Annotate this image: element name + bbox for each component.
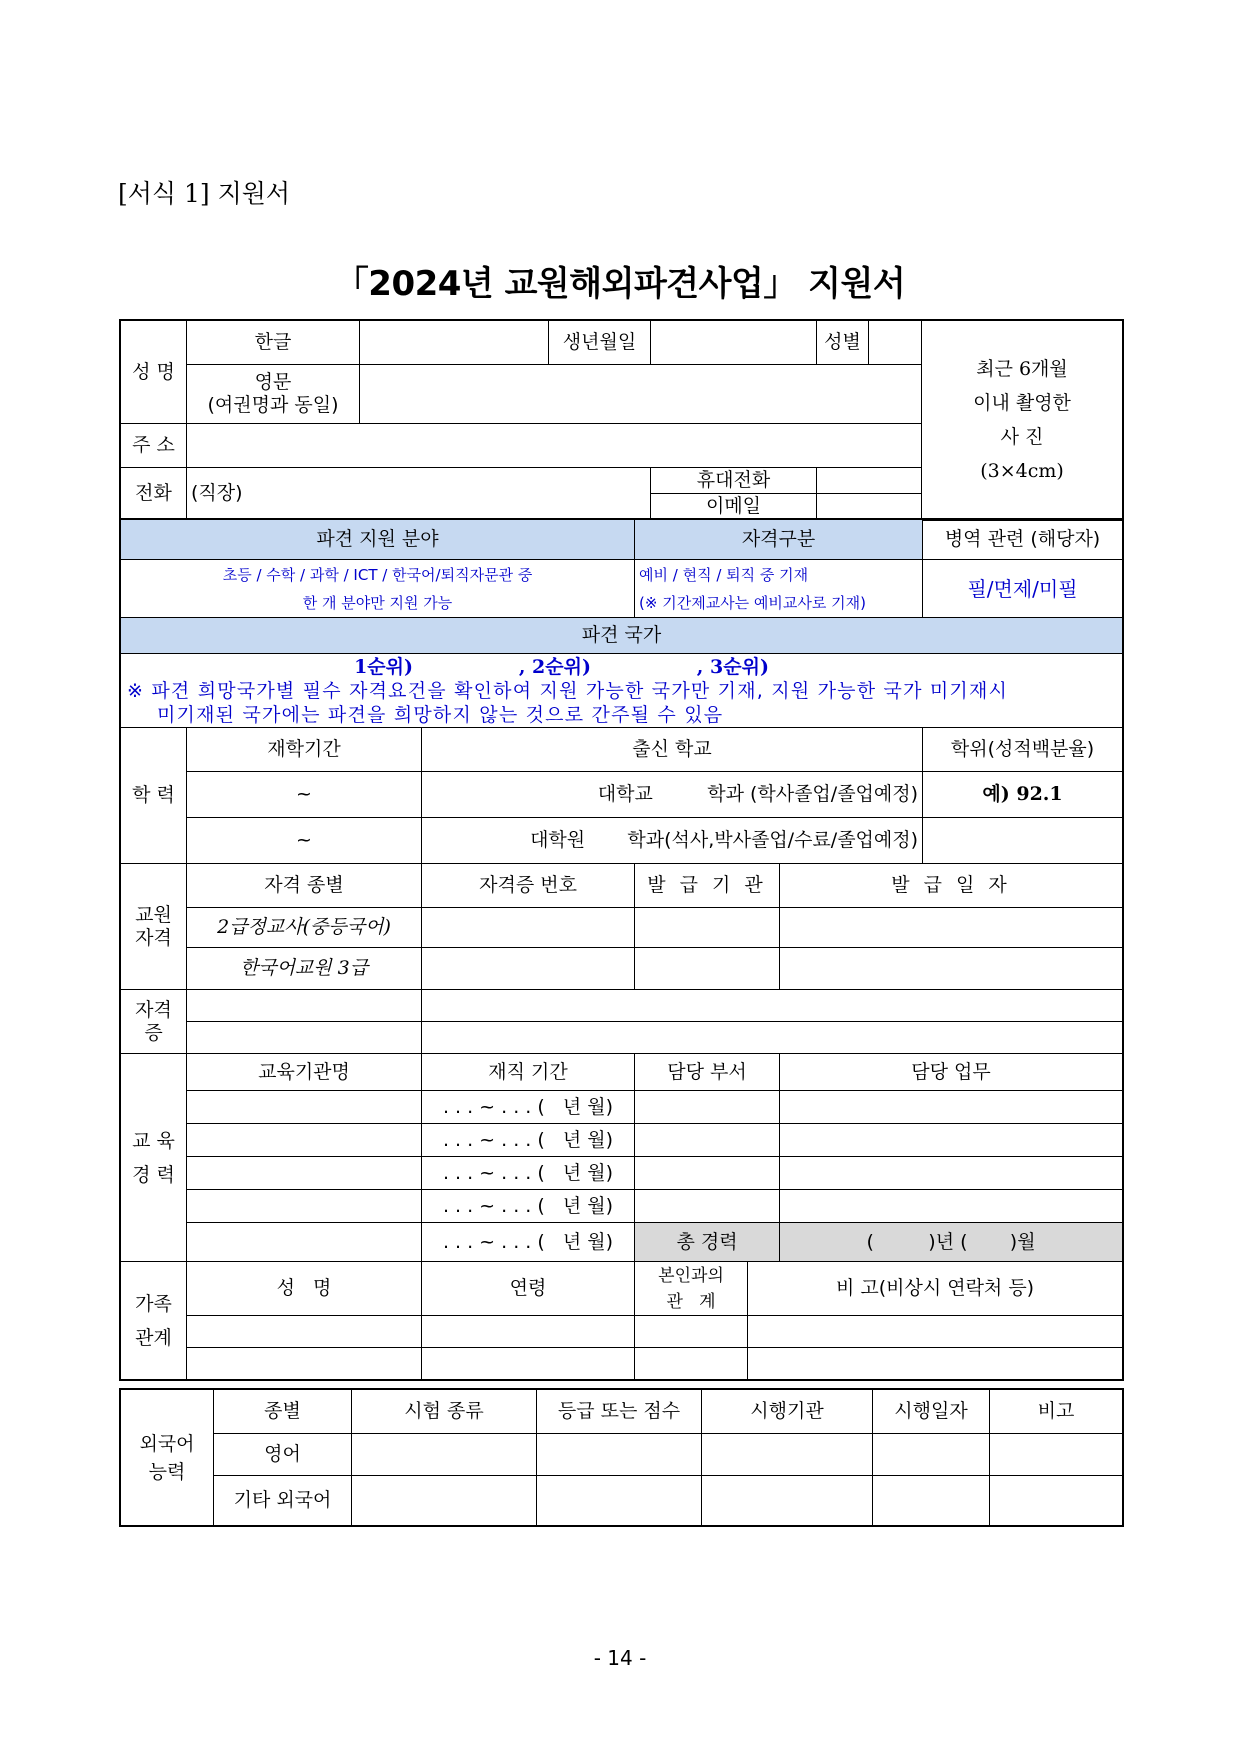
education-degree[interactable] <box>923 818 1123 864</box>
institution-cell[interactable] <box>187 1091 422 1124</box>
education-label: 학 력 <box>121 728 187 864</box>
korean-name-label: 한글 <box>187 321 360 365</box>
education-school[interactable]: 대학원 학과(석사,박사졸업/수료/졸업예정) <box>422 818 923 864</box>
teacher-cert-label: 교원 자격 <box>121 864 187 990</box>
photo-box[interactable] <box>922 321 1123 520</box>
field-note-line: 초등 / 수학 / 과학 / ICT / 한국어/퇴직자문관 중 <box>222 565 533 584</box>
test-org-cell[interactable] <box>702 1434 873 1476</box>
tenure-cell[interactable]: . . . ~ . . . ( 년 월) <box>422 1157 635 1190</box>
other-cert-cell[interactable] <box>422 990 1123 1022</box>
tenure-cell[interactable]: . . . ~ . . . ( 년 월) <box>422 1124 635 1157</box>
score-header: 등급 또는 점수 <box>537 1390 702 1434</box>
dispatch-field-header: 파견 지원 분야 <box>121 520 635 560</box>
lang-type-header: 종별 <box>214 1390 352 1434</box>
language-label-line: 능력 <box>148 1460 186 1483</box>
dispatch-field-note[interactable] <box>121 560 635 618</box>
career-label <box>121 1054 187 1262</box>
cert-type-cell[interactable]: 2급정교사(중등국어) <box>187 908 422 948</box>
page-number: - 14 - <box>593 1646 647 1670</box>
cert-type-cell[interactable]: 한국어교원 3급 <box>187 948 422 990</box>
cert-number-cell[interactable] <box>422 948 635 990</box>
family-name-cell[interactable] <box>187 1348 422 1380</box>
education-period[interactable]: ~ <box>187 818 422 864</box>
institution-cell[interactable] <box>187 1157 422 1190</box>
institution-cell[interactable] <box>187 1190 422 1223</box>
field-note-line: 한 개 분야만 지원 가능 <box>302 593 453 612</box>
english-name-field[interactable] <box>360 365 922 424</box>
country-header: 파견 국가 <box>121 618 1123 654</box>
english-label-line: (여권명과 동일) <box>207 394 339 416</box>
family-age-cell[interactable] <box>422 1316 635 1348</box>
test-date-cell[interactable] <box>873 1434 990 1476</box>
email-field[interactable] <box>817 494 922 520</box>
qual-note-line: 예비 / 현직 / 퇴직 중 기재 <box>639 565 809 584</box>
gender-field[interactable] <box>869 321 922 365</box>
country-note-line: ※ 파견 희망국가별 필수 자격요건을 확인하여 지원 가능한 국가만 기재, 지원 가능한 국가 미기재시 <box>127 679 1009 702</box>
language-label-line: 외국어 <box>139 1432 195 1455</box>
test-date-header: 시행일자 <box>873 1390 990 1434</box>
country-preference[interactable] <box>121 654 1123 728</box>
phone-label: 전화 <box>121 468 187 520</box>
qual-note-line: (※ 기간제교사는 예비교사로 기재) <box>639 593 866 612</box>
cert-type-header: 자격 종별 <box>187 864 422 908</box>
institution-cell[interactable] <box>187 1124 422 1157</box>
test-type-cell[interactable] <box>352 1434 537 1476</box>
qualification-header: 자격구분 <box>635 520 923 560</box>
department-cell[interactable] <box>635 1190 780 1223</box>
school-header: 출신 학교 <box>422 728 923 772</box>
tenure-cell[interactable]: . . . ~ . . . ( 년 월) <box>422 1091 635 1124</box>
family-name-cell[interactable] <box>187 1316 422 1348</box>
test-type-cell[interactable] <box>352 1476 537 1526</box>
cert-issuer-header: 발 급 기 관 <box>635 864 780 908</box>
other-cert-cell[interactable] <box>422 1022 1123 1054</box>
korean-name-field[interactable] <box>360 321 549 365</box>
military-status[interactable]: 필/면제/미필 <box>923 560 1123 618</box>
family-label <box>121 1262 187 1380</box>
other-cert-cell[interactable] <box>187 990 422 1022</box>
cert-issuer-cell[interactable] <box>635 908 780 948</box>
gender-label: 성별 <box>817 321 869 365</box>
family-relation-cell[interactable] <box>635 1316 748 1348</box>
remarks-cell[interactable] <box>990 1476 1123 1526</box>
other-cert-label: 자격 증 <box>121 990 187 1054</box>
personal-info-table <box>120 320 1123 520</box>
country-ranks: 1순위) , 2순위) , 3순위) <box>354 655 769 678</box>
tenure-header: 재직 기간 <box>422 1054 635 1091</box>
application-main-table <box>120 519 1123 1380</box>
family-label-line: 관계 <box>135 1326 172 1349</box>
test-org-cell[interactable] <box>702 1476 873 1526</box>
career-label-line: 경 력 <box>132 1163 175 1186</box>
cert-date-header: 발 급 일 자 <box>780 864 1123 908</box>
language-label <box>121 1390 214 1526</box>
test-date-cell[interactable] <box>873 1476 990 1526</box>
duty-cell[interactable] <box>780 1190 1123 1223</box>
mobile-field[interactable] <box>817 468 922 494</box>
family-note-header: 비 고(비상시 연락처 등) <box>748 1262 1123 1316</box>
name-label: 성 명 <box>121 321 187 424</box>
institution-header: 교육기관명 <box>187 1054 422 1091</box>
birthdate-label: 생년월일 <box>549 321 651 365</box>
other-cert-cell[interactable] <box>187 1022 422 1054</box>
total-career-label: 총 경력 <box>635 1223 780 1262</box>
address-field[interactable] <box>187 424 922 468</box>
education-school[interactable]: 대학교 학과 (학사졸업/졸업예정) <box>422 772 923 818</box>
family-relation-cell[interactable] <box>635 1348 748 1380</box>
department-header: 담당 부서 <box>635 1054 780 1091</box>
address-label: 주 소 <box>121 424 187 468</box>
education-period[interactable]: ~ <box>187 772 422 818</box>
duty-header: 담당 업무 <box>780 1054 1123 1091</box>
institution-cell[interactable] <box>187 1223 422 1262</box>
email-label: 이메일 <box>651 494 817 520</box>
test-org-header: 시행기관 <box>702 1390 873 1434</box>
department-cell[interactable] <box>635 1157 780 1190</box>
form-number-label: [서식 1] 지원서 <box>118 179 291 208</box>
relation-header-line: 본인과의 <box>658 1265 724 1286</box>
family-note-cell[interactable] <box>748 1348 1123 1380</box>
lang-type-cell: 기타 외국어 <box>214 1476 352 1526</box>
duty-cell[interactable] <box>780 1091 1123 1124</box>
total-career-value[interactable]: ( )년 ( )월 <box>780 1223 1123 1262</box>
birthdate-field[interactable] <box>651 321 817 365</box>
cert-date-cell[interactable] <box>780 908 1123 948</box>
test-type-header: 시험 종류 <box>352 1390 537 1434</box>
family-name-header: 성 명 <box>187 1262 422 1316</box>
family-relation-header <box>635 1262 748 1316</box>
family-age-header: 연령 <box>422 1262 635 1316</box>
family-label-line: 가족 <box>135 1292 172 1315</box>
language-table <box>120 1389 1123 1526</box>
english-label-line: 영문 <box>254 371 292 394</box>
family-note-cell[interactable] <box>748 1316 1123 1348</box>
department-cell[interactable] <box>635 1091 780 1124</box>
qualification-note[interactable] <box>635 560 923 618</box>
remarks-cell[interactable] <box>990 1434 1123 1476</box>
photo-line: 이내 촬영한 <box>973 392 1071 414</box>
work-phone-field[interactable]: (직장) <box>187 468 651 520</box>
duty-cell[interactable] <box>780 1124 1123 1157</box>
score-cell[interactable] <box>537 1434 702 1476</box>
document-title: 「2024년 교원해외파견사업」 지원서 <box>334 264 906 304</box>
relation-header-line: 관 계 <box>666 1291 716 1312</box>
degree-header: 학위(성적백분율) <box>923 728 1123 772</box>
tenure-cell[interactable]: . . . ~ . . . ( 년 월) <box>422 1190 635 1223</box>
duty-cell[interactable] <box>780 1157 1123 1190</box>
education-degree[interactable]: 예) 92.1 <box>923 772 1123 818</box>
remarks-header: 비고 <box>990 1390 1123 1434</box>
cert-number-cell[interactable] <box>422 908 635 948</box>
career-label-line: 교 육 <box>132 1129 175 1152</box>
cert-issuer-cell[interactable] <box>635 948 780 990</box>
photo-line: (3×4cm) <box>980 460 1064 482</box>
period-header: 재학기간 <box>187 728 422 772</box>
english-name-label <box>187 365 360 424</box>
tenure-cell[interactable]: . . . ~ . . . ( 년 월) <box>422 1223 635 1262</box>
photo-line: 최근 6개월 <box>976 358 1068 380</box>
photo-line: 사 진 <box>1000 426 1044 448</box>
score-cell[interactable] <box>537 1476 702 1526</box>
cert-date-cell[interactable] <box>780 948 1123 990</box>
department-cell[interactable] <box>635 1124 780 1157</box>
country-note-line: 미기재된 국가에는 파견을 희망하지 않는 것으로 간주될 수 있음 <box>157 703 724 726</box>
cert-number-header: 자격증 번호 <box>422 864 635 908</box>
family-age-cell[interactable] <box>422 1348 635 1380</box>
lang-type-cell: 영어 <box>214 1434 352 1476</box>
mobile-label: 휴대전화 <box>651 468 817 494</box>
military-header: 병역 관련 (해당자) <box>923 520 1123 560</box>
